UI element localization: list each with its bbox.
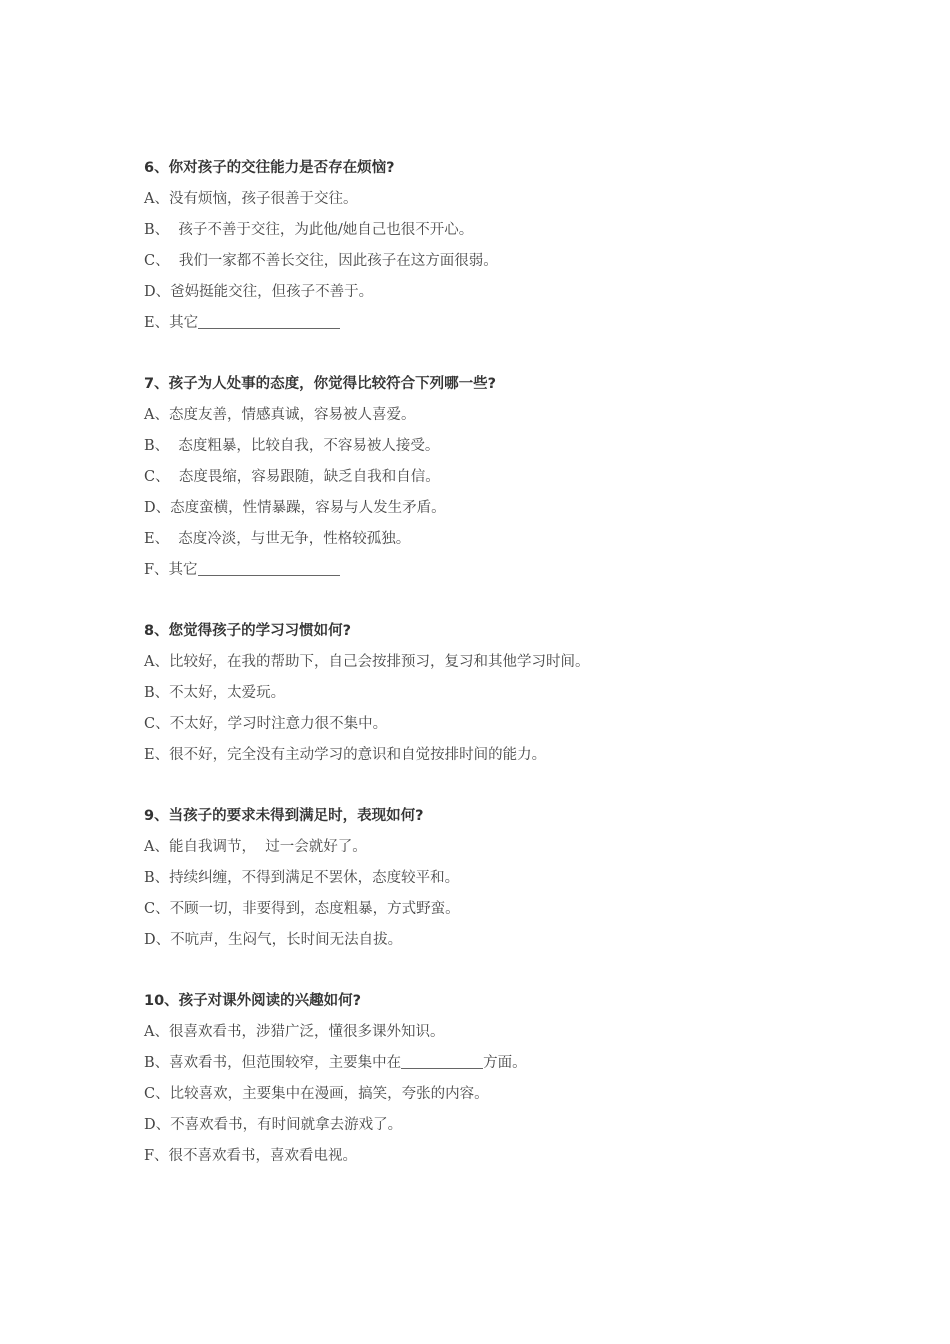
question-6: [144, 153, 864, 339]
option-b-suffix: 方面。: [483, 1055, 527, 1071]
option-b-label: B、喜欢看书，但范围较窄，主要集中在: [144, 1055, 402, 1071]
fill-in-blank[interactable]: [198, 559, 340, 576]
question-title: 9、当孩子的要求未得到满足时，表现如何?: [144, 808, 424, 824]
option-b: B、持续纠缠，不得到满足不罢休，态度较平和。: [144, 870, 460, 886]
option-e: E、 态度冷淡，与世无争，性格较孤独。: [144, 531, 411, 547]
question-title: 7、孩子为人处事的态度，你觉得比较符合下列哪一些?: [144, 376, 496, 392]
option-b: [144, 1048, 864, 1079]
option-a: A、能自我调节， 过一会就好了。: [144, 839, 367, 855]
option-f-label: F、其它: [144, 562, 198, 578]
option-e-label: E、其它: [144, 315, 199, 331]
option-b: B、 孩子不善于交往，为此他/她自己也很不开心。: [144, 222, 474, 238]
option-a: A、没有烦恼，孩子很善于交往。: [144, 191, 358, 207]
fill-in-blank[interactable]: [198, 312, 340, 329]
question-7: [144, 369, 864, 586]
option-c: C、 我们一家都不善长交往，因此孩子在这方面很弱。: [144, 253, 498, 269]
option-a: A、比较好，在我的帮助下，自己会按排预习，复习和其他学习时间。: [144, 654, 590, 670]
option-a: A、很喜欢看书，涉猎广泛，懂很多课外知识。: [144, 1024, 445, 1040]
option-c: C、 态度畏缩，容易跟随，缺乏自我和自信。: [144, 469, 440, 485]
option-f: F、很不喜欢看书，喜欢看电视。: [144, 1148, 358, 1164]
question-10: [144, 986, 864, 1172]
option-d: D、爸妈挺能交往，但孩子不善于。: [144, 284, 374, 300]
option-d: D、不吭声，生闷气，长时间无法自拔。: [144, 932, 403, 948]
option-b: B、 态度粗暴，比较自我，不容易被人接受。: [144, 438, 440, 454]
question-title: 10、孩子对课外阅读的兴趣如何?: [144, 993, 362, 1009]
question-8: [144, 616, 864, 771]
question-9: [144, 801, 864, 956]
fill-in-blank[interactable]: [401, 1052, 483, 1069]
option-b: B、不太好，太爱玩。: [144, 685, 286, 701]
option-d: D、态度蛮横，性情暴躁，容易与人发生矛盾。: [144, 500, 446, 516]
option-c: C、比较喜欢，主要集中在漫画，搞笑，夸张的内容。: [144, 1086, 489, 1102]
option-c: C、不太好，学习时注意力很不集中。: [144, 716, 388, 732]
option-e: [144, 308, 864, 339]
option-c: C、不顾一切，非要得到，态度粗暴，方式野蛮。: [144, 901, 460, 917]
question-title: 8、您觉得孩子的学习习惯如何?: [144, 623, 351, 639]
option-d: D、不喜欢看书，有时间就拿去游戏了。: [144, 1117, 403, 1133]
question-title: 6、你对孩子的交往能力是否存在烦恼?: [144, 160, 395, 176]
option-e: E、很不好，完全没有主动学习的意识和自觉按排时间的能力。: [144, 747, 547, 763]
option-f: [144, 555, 864, 586]
option-a: A、态度友善，情感真诚，容易被人喜爱。: [144, 407, 416, 423]
